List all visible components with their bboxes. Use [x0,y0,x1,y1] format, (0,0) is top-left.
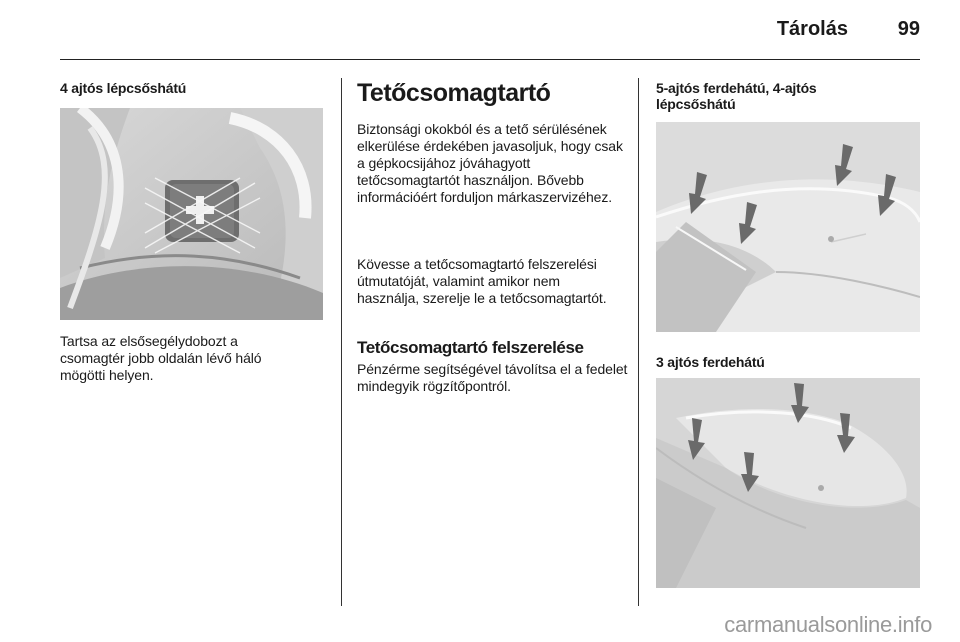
header-title: Tárolás [776,18,848,40]
left-subheading: 4 ajtós lépcsőshátú [60,80,187,96]
roof-rack-paragraph-3: Pénzérme segítségével távolítsa el a fedelet mindegyik rögzítőpontról. [357,361,628,394]
roof-figure-5-door [656,122,920,332]
page-number: 99 [897,18,920,40]
car-roof-mounting-points-3-door-icon [656,378,920,588]
roof-figure-3-door [656,378,920,588]
first-aid-kit-figure [60,108,323,320]
first-aid-kit-in-trunk-net-icon [60,108,323,320]
header-divider [60,59,920,60]
subsection-title: Tetőcsomagtartó felszerelése [357,338,584,357]
right-subheading-2: 3 ajtós ferdehátú [656,354,765,370]
right-subheading-1: 5-ajtós ferdehátú, 4-ajtós lépcsőshátú [656,80,817,112]
column-divider-right [638,78,639,606]
roof-rack-paragraph-2: Kövesse a tetőcsomagtartó felszerelési útmutatóját, valamint amikor nem használja, szerelje le a tetőcsomagtartót. [357,256,607,306]
column-divider-left [341,78,342,606]
car-roof-mounting-points-5-door-icon [656,122,920,332]
left-caption: Tartsa az elsősegélydobozt a csomagtér jobb oldalán lévő háló mögötti helyen. [60,333,262,383]
watermark: carmanualsonline.info [724,612,932,637]
section-title: Tetőcsomagtartó [357,79,551,107]
roof-rack-paragraph-1: Biztonsági okokból és a tető sérülésének elkerülése érdekében javasoljuk, hogy csak a gépkocsijához jóváhagyott tetőcsomagtartót használjon. Bővebb információért forduljon márkaszervizéhez. [357,121,623,205]
